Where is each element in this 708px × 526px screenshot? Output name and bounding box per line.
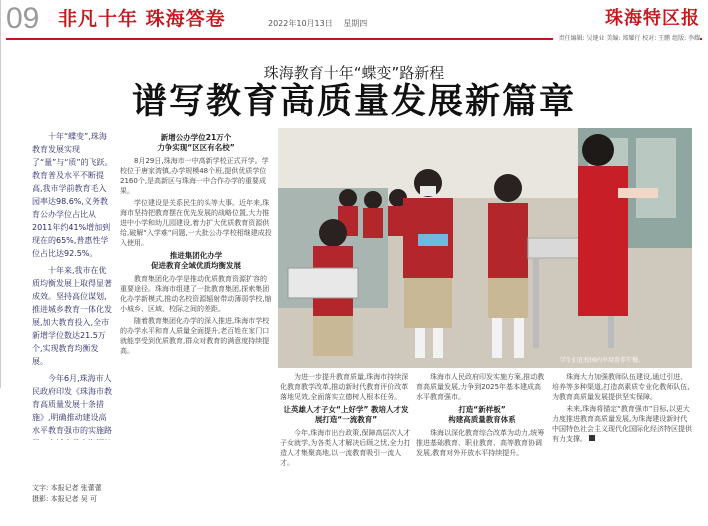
- subhead: [416, 405, 548, 425]
- body-paragraph: [552, 404, 692, 444]
- subhead: [120, 251, 272, 271]
- photographer-credit: 摄影: 本报记者 吴 可: [32, 495, 98, 503]
- body-paragraph: 为进一步提升教育质量,珠海市持续深化教育教学改革,推动新时代教育评价改革落地见效,全面落实立德树人根本任务。: [280, 373, 409, 401]
- text-column-5: [552, 372, 692, 518]
- body-paragraph: 珠海以深化教育综合改革为动力,统筹推进基础教育、职业教育、高等教育协调发展,教育对外开放水平持续提升。: [416, 429, 545, 457]
- article-headline: 谱写教育高质量发展新篇章: [131, 81, 576, 122]
- body-paragraph: 今年,珠海市出台政策,保障高层次人才子女就学,为各类人才解决后顾之忧,全力打造人才集聚高地,以一流教育吸引一流人才。: [280, 429, 411, 467]
- body-paragraph: 珠海大力加强教师队伍建设,通过引进、培养等多种渠道,打造高素质专业化教师队伍,为教育高质量发展提供坚实保障。: [552, 373, 690, 401]
- editor-credits: 责任编辑: 吴键业 美编: 郑耀行 校对: 王鹏 组版: 李耀: [553, 33, 700, 42]
- subhead-line: 构建高质量教育体系: [448, 415, 516, 424]
- issue-date: 2022年10月13日: [268, 19, 333, 28]
- page-number: 09: [6, 2, 40, 35]
- article-end-mark: [589, 435, 595, 441]
- author-credit: 文字: 本报记者 张蕾蕾: [32, 484, 102, 492]
- date-line: [268, 18, 375, 29]
- summary-paragraph: 十年“蝶变”,珠海教育发展实现了“量”与“质”的飞跃。教育普及水平不断提高,我市学前教育毛入园率达98.6%,义务教育公办学位占比从2011年约41%增加到现在的65%,普惠性学位占比达92.5%。: [32, 132, 113, 258]
- photo-caption: 学生们在校园内享用营养午餐。: [560, 357, 645, 364]
- subhead-line: 推进集团化办学: [169, 251, 223, 260]
- subhead-line: 打造“新样板”: [458, 405, 506, 414]
- section-title: 非凡十年 珠海答卷: [58, 8, 226, 30]
- closing-text: 未来,珠海将锚定“教育强市”目标,以更大力度推进教育高质量发展,为珠海建设新时代中国特色社会主义现代化国际化经济特区提供有力支撑。: [552, 405, 692, 443]
- body-paragraph: 学位建设是关系民生的头等大事。近年来,珠海市坚持把教育摆在优先发展的战略位置,大力推进中小学和幼儿园建设,着力扩大优质教育资源供给,破解“入学难”问题,一大批公办学校相继建成投入使用。: [120, 199, 272, 247]
- column-divider: [0, 0, 1, 388]
- subhead: [120, 133, 272, 153]
- classroom-lunch-photo: [278, 128, 692, 368]
- subhead-line: 新增公办学位21万个: [160, 133, 232, 142]
- text-column-4: [416, 372, 548, 518]
- subhead-line: 促进教育全域优质均衡发展: [151, 261, 241, 270]
- article-kicker: 珠海教育十年“蝶变”路新程: [263, 64, 445, 82]
- photo-illustration: [278, 128, 692, 368]
- subhead-line: 力争实现“区区有名校”: [157, 143, 235, 152]
- body-paragraph: 教育集团化办学是推动优质教育资源扩容的重要途径。珠海市组建了一批教育集团,探索集团化办学新模式,推动名校资源辐射带动薄弱学校,缩小城乡、区域、校际之间的差距。: [120, 275, 272, 313]
- issue-weekday: 星期四: [343, 19, 368, 28]
- text-column-1: [120, 130, 272, 518]
- summary-paragraph: 十年来,我市在优质均衡发展上取得显著成效。坚持高位谋划,推进城乡教育一体化发展,加大教育投入,全市新增学位数达21.5万个,实现教育均衡发展。: [32, 266, 112, 366]
- body-paragraph: 8月29日,珠海市一中高新学校正式开学。学校位于唐家湾镇,办学规模48个班,提供优质学位2160个,是高新区与珠海一中合作办学的重要成果。: [120, 157, 269, 195]
- newspaper-masthead: 珠海特区报: [605, 8, 700, 29]
- body-paragraph: 随着教育集团化办学的深入推进,珠海市学校的办学水平和育人质量全面提升,老百姓在家门口就能享受到优质教育,群众对教育的满意度持续提高。: [120, 317, 270, 355]
- text-column-3: [280, 372, 412, 518]
- subhead: 让英雄人才子女“上好学” 教培人才发展打造“一流教育”: [283, 405, 409, 424]
- summary-paragraph: 今年6月,珠海市人民政府印发《珠海市教育高质量发展十条措施》,明确推动建设高水平教育强市的实施路: [32, 374, 112, 435]
- body-paragraph: 珠海市人民政府印发实施方案,推动教育高质量发展,力争到2025年基本建成高水平教育强市。: [416, 373, 545, 401]
- article-summary: [32, 130, 114, 440]
